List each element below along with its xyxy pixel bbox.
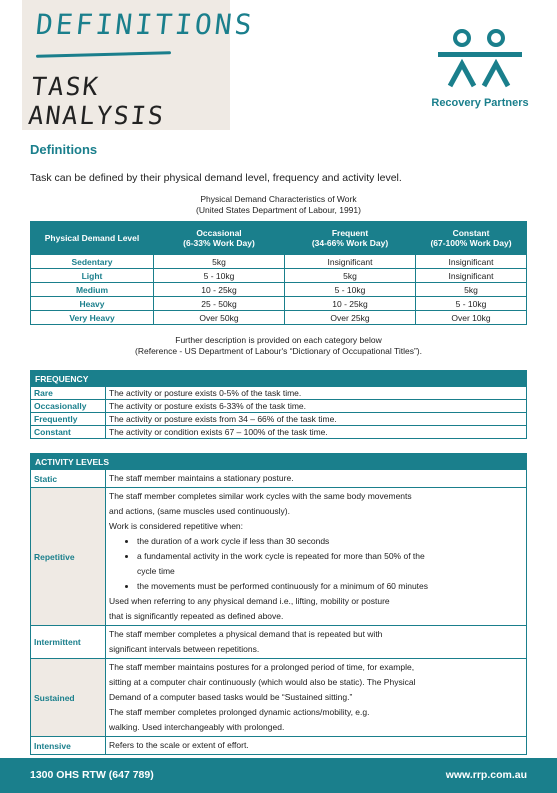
table-row — [31, 283, 527, 297]
pd-cell: Over 10kg — [416, 311, 527, 325]
table-row — [31, 311, 527, 325]
pd-cell: 10 - 25kg — [154, 283, 285, 297]
pd-header-line: Constant — [452, 228, 490, 238]
further-note — [22, 335, 535, 357]
list-item-continuation: cycle time — [137, 566, 175, 576]
footer-website-link[interactable]: www.rrp.com.au — [445, 769, 527, 781]
pd-cell: 5kg — [416, 283, 527, 297]
pd-header-line: Physical Demand Level — [44, 233, 140, 243]
activity-desc-repetitive — [106, 488, 527, 626]
header-underline — [36, 51, 171, 58]
header-title-task-analysis: TASK ANALYSIS — [26, 72, 167, 130]
pd-caption-line1: Physical Demand Characteristics of Work — [200, 194, 357, 204]
desc-line: Demand of a computer based tasks would be “Sustained sitting.” — [109, 692, 353, 702]
intro-text: Task can be defined by their physical demand level, frequency and activity level. — [30, 172, 402, 184]
list-item: • a fundamental activity in the work cycle is repeated for more than 50% of the — [137, 549, 523, 564]
activity-desc-intensive: Refers to the scale or extent of effort. — [106, 737, 527, 755]
frequency-desc: The activity or condition exists 67 – 100% of the task time. — [106, 426, 527, 439]
pd-cell: 10 - 25kg — [285, 297, 416, 311]
further-line1: Further description is provided on each category below — [175, 335, 382, 345]
desc-line: walking. Used interchangeably with prolonged. — [109, 722, 285, 732]
pd-header-subline: (34-66% Work Day) — [311, 238, 389, 248]
pd-level-label: Heavy — [31, 297, 154, 311]
table-row — [31, 659, 527, 737]
pd-cell: 5kg — [285, 269, 416, 283]
frequency-desc: The activity or posture exists 0-5% of the task time. — [106, 387, 527, 400]
table-row — [31, 488, 527, 626]
section-title: Definitions — [30, 142, 98, 157]
table-row — [31, 255, 527, 269]
desc-line: The staff member completes prolonged dynamic actions/mobility, e.g. — [109, 707, 370, 717]
desc-line: sitting at a computer chair continuously (which would also be static). The Physical — [109, 677, 416, 687]
pd-cell: 5 - 10kg — [416, 297, 527, 311]
frequency-desc: The activity or posture exists 6-33% of the task time. — [106, 400, 527, 413]
pd-cell: Over 50kg — [154, 311, 285, 325]
pd-cell: Over 25kg — [285, 311, 416, 325]
list-item: • the duration of a work cycle if less than 30 seconds — [137, 534, 523, 549]
pd-header-cell — [416, 222, 527, 255]
frequency-desc: The activity or posture exists from 34 – 66% of the task time. — [106, 413, 527, 426]
physical-demand-table — [30, 221, 527, 325]
pd-cell: Insignificant — [416, 269, 527, 283]
header-title-definitions: DEFINITIONS — [34, 8, 257, 41]
pd-header-cell — [31, 222, 154, 255]
pd-header-cell — [285, 222, 416, 255]
pd-cell: 25 - 50kg — [154, 297, 285, 311]
pd-level-label: Sedentary — [31, 255, 154, 269]
activity-label-static: Static — [31, 470, 106, 488]
table-row — [31, 297, 527, 311]
desc-line: that is significantly repeated as defined above. — [109, 611, 284, 621]
activity-header-row — [31, 454, 527, 470]
pd-cell: 5 - 10kg — [285, 283, 416, 297]
table-row — [31, 387, 527, 400]
table-row — [31, 426, 527, 439]
desc-line: The staff member completes a physical demand that is repeated but with — [109, 629, 383, 639]
pd-caption — [22, 194, 535, 216]
frequency-label: Frequently — [31, 413, 106, 426]
activity-desc-sustained — [106, 659, 527, 737]
pd-header-line: Frequent — [331, 228, 369, 238]
repetitive-criteria-list — [109, 534, 523, 594]
pd-header-cell — [154, 222, 285, 255]
pd-header-subline: (6-33% Work Day) — [183, 238, 255, 248]
pd-header-row — [31, 222, 527, 255]
frequency-table — [30, 370, 527, 439]
table-row — [31, 470, 527, 488]
pd-level-label: Light — [31, 269, 154, 283]
desc-line: significant intervals between repetitions. — [109, 644, 260, 654]
further-line2: (Reference - US Department of Labour's “Dictionary of Occupational Titles”). — [135, 346, 422, 356]
footer-bar — [0, 758, 557, 793]
pd-cell: 5 - 10kg — [154, 269, 285, 283]
frequency-label: Constant — [31, 426, 106, 439]
desc-line: The staff member maintains postures for a prolonged period of time, for example, — [109, 662, 415, 672]
activity-title: ACTIVITY LEVELS — [31, 454, 527, 470]
pd-level-label: Medium — [31, 283, 154, 297]
pd-cell: Insignificant — [416, 255, 527, 269]
frequency-label: Rare — [31, 387, 106, 400]
activity-desc-static: The staff member maintains a stationary posture. — [106, 470, 527, 488]
pd-header-line: Occasional — [196, 228, 242, 238]
footer-phone: 1300 OHS RTW (647 789) — [30, 769, 154, 781]
list-item: • the movements must be performed continuously for a minimum of 60 minutes — [137, 579, 523, 594]
activity-label-repetitive: Repetitive — [31, 488, 106, 626]
frequency-header-row — [31, 371, 527, 387]
pd-header-subline: (67-100% Work Day) — [430, 238, 512, 248]
activity-label-intensive: Intensive — [31, 737, 106, 755]
desc-line: The staff member completes similar work cycles with the same body movements — [109, 491, 412, 501]
desc-line: Work is considered repetitive when: — [109, 521, 244, 531]
activity-label-intermittent: Intermittent — [31, 626, 106, 659]
table-row — [31, 413, 527, 426]
activity-label-sustained: Sustained — [31, 659, 106, 737]
activity-levels-table — [30, 453, 527, 755]
table-row — [31, 269, 527, 283]
activity-desc-intermittent — [106, 626, 527, 659]
desc-line: and actions, (same muscles used continuously). — [109, 506, 290, 516]
desc-line: Used when referring to any physical demand i.e., lifting, mobility or posture — [109, 596, 390, 606]
pd-cell: Insignificant — [285, 255, 416, 269]
logo-text: Recovery Partners — [431, 97, 529, 109]
header-banner — [22, 0, 257, 130]
pd-cell: 5kg — [154, 255, 285, 269]
pd-caption-line2: (United States Department of Labour, 1991) — [196, 205, 361, 215]
frequency-title: FREQUENCY — [31, 371, 527, 387]
table-row — [31, 626, 527, 659]
table-row — [31, 737, 527, 755]
table-row — [31, 400, 527, 413]
pd-level-label: Very Heavy — [31, 311, 154, 325]
frequency-label: Occasionally — [31, 400, 106, 413]
